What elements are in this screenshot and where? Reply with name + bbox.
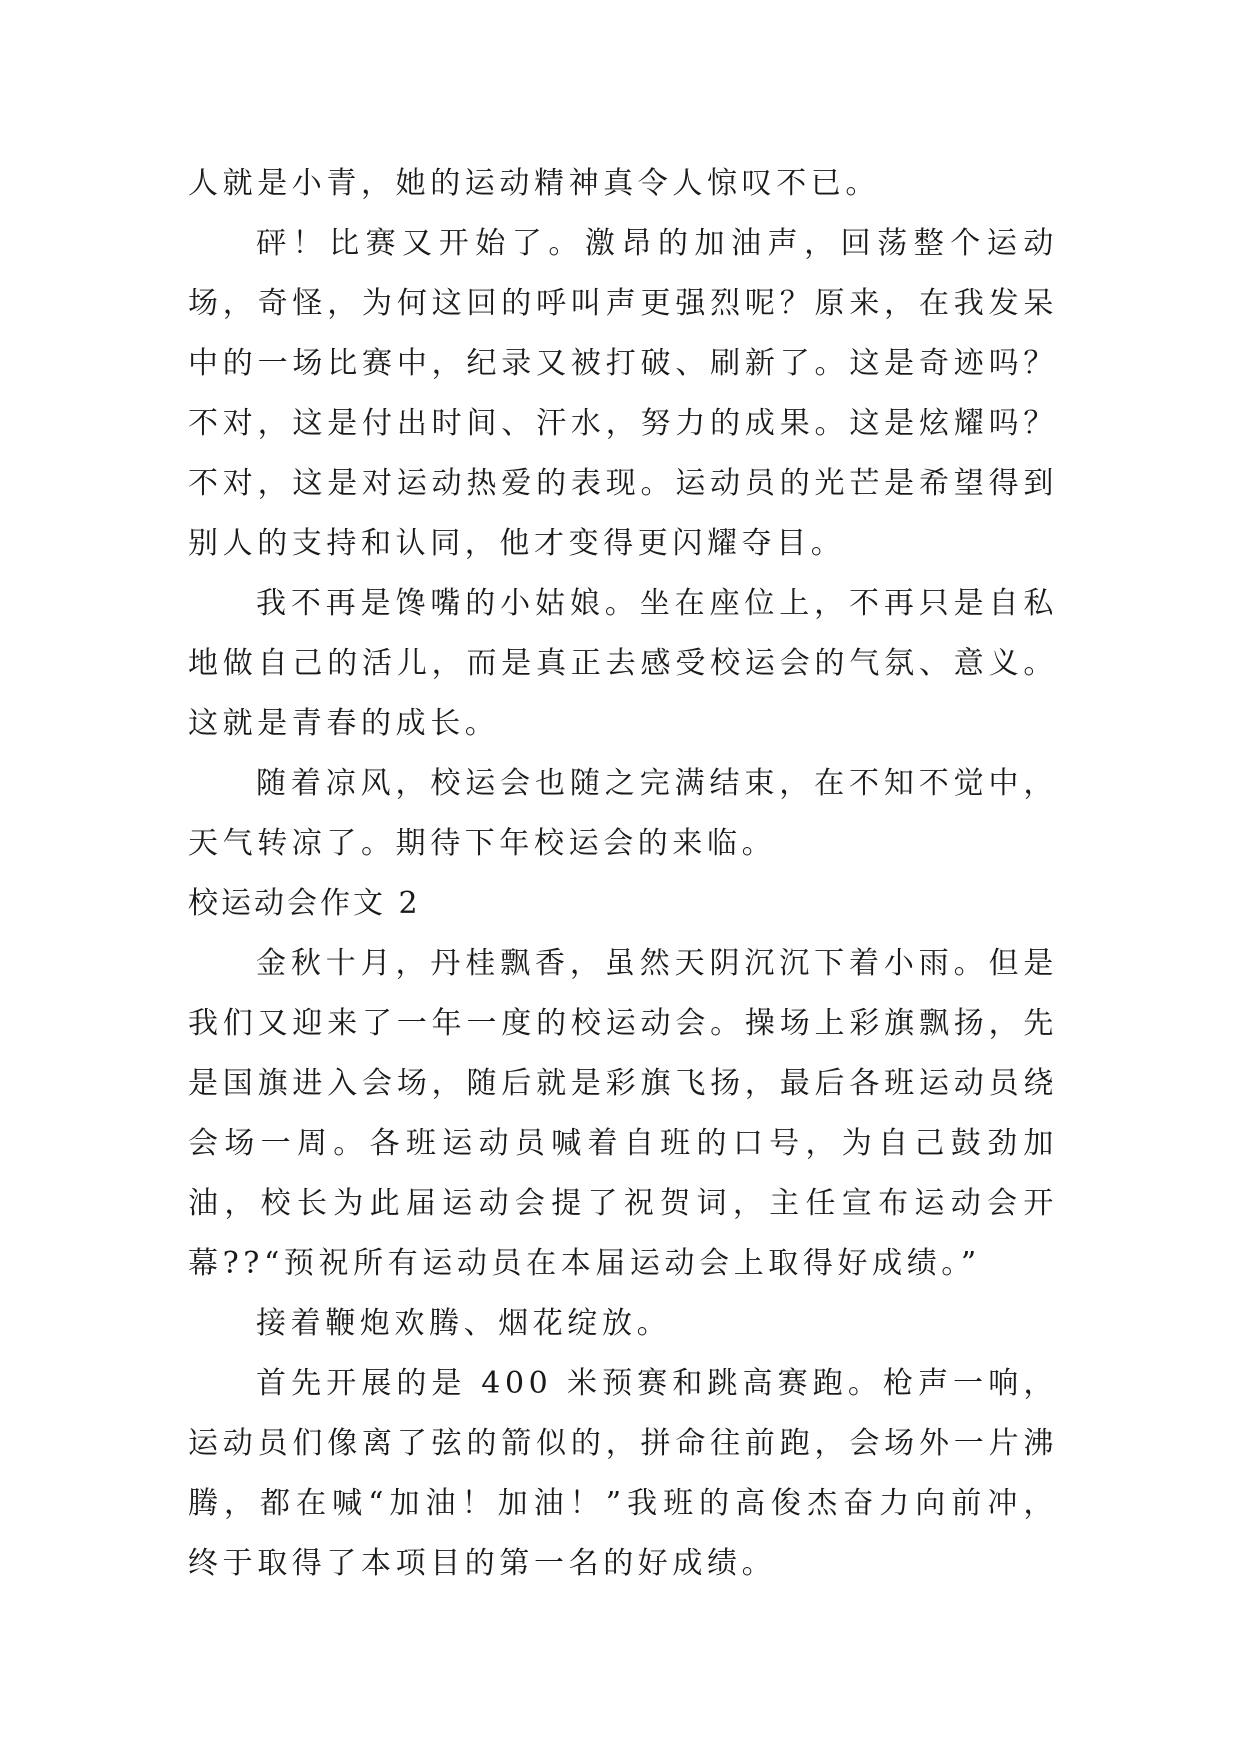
- paragraph: 接着鞭炮欢腾、烟花绽放。: [256, 1306, 672, 1341]
- section-heading: 校运动会作文 2: [188, 886, 421, 921]
- paragraph: 砰！比赛又开始了。激昂的加油声，回荡整个运动场，奇怪，为何这回的呼叫声更强烈呢？原来，在我发呆中的一场比赛中，纪录又被打破、刷新了。这是奇迹吗？不对，这是付出时间、汗水，努力的成果。这是炫耀吗？不对，这是对运动热爱的表现。运动员的光芒是希望得到别人的支持和认同，他才变得更闪耀夺目。: [188, 226, 1058, 561]
- document-body: [188, 154, 1058, 1594]
- paragraph-continued: 人就是小青，她的运动精神真令人惊叹不已。: [188, 166, 880, 201]
- paragraph: 随着凉风，校运会也随之完满结束，在不知不觉中，天气转凉了。期待下年校运会的来临。: [188, 766, 1058, 861]
- paragraph: 首先开展的是 400 米预赛和跳高赛跑。枪声一响，运动员们像离了弦的箭似的，拼命往前跑，会场外一片沸腾，都在喊“加油！加油！”我班的高俊杰奋力向前冲，终于取得了本项目的第一名的好成绩。: [188, 1366, 1058, 1581]
- paragraph: 我不再是馋嘴的小姑娘。坐在座位上，不再只是自私地做自己的活儿，而是真正去感受校运会的气氛、意义。这就是青春的成长。: [188, 586, 1058, 741]
- paragraph: 金秋十月，丹桂飘香，虽然天阴沉沉下着小雨。但是我们又迎来了一年一度的校运动会。操场上彩旗飘扬，先是国旗进入会场，随后就是彩旗飞扬，最后各班运动员绕会场一周。各班运动员喊着自班的口号，为自己鼓劲加油，校长为此届运动会提了祝贺词，主任宣布运动会开幕??“预祝所有运动员在本届运动会上取得好成绩。”: [188, 946, 1058, 1281]
